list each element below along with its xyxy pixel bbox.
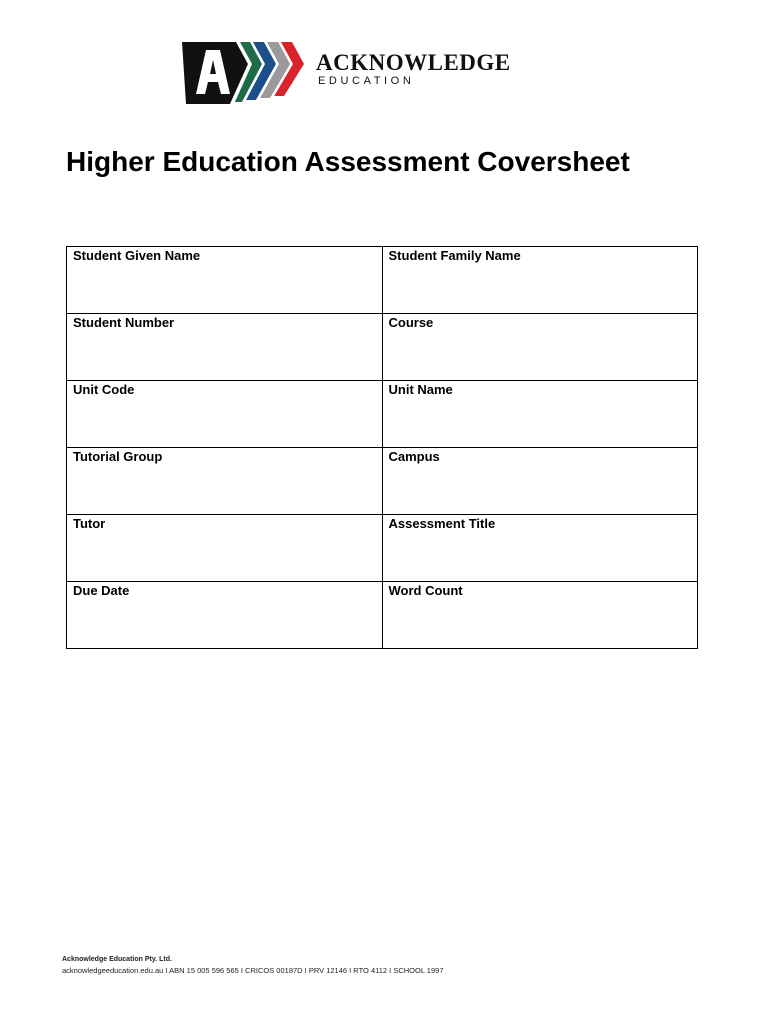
footer-details: acknowledgeeducation.edu.au I ABN 15 005 596 565 I CRICOS 00187D I PRV 12146 I RTO 4112 I SCHOOL 1997 [62,966,444,975]
word-count-field[interactable] [382,582,698,649]
tutor-field[interactable] [67,515,383,582]
coversheet-form-table [66,246,698,649]
course-field[interactable] [382,314,698,381]
acknowledge-logo [180,40,590,106]
field-label: Tutor [73,516,106,531]
field-label: Campus [388,449,440,464]
field-label: Tutorial Group [73,449,163,464]
field-label: Assessment Title [388,516,496,531]
unit-code-field[interactable] [67,381,383,448]
field-label: Unit Code [73,382,135,397]
assessment-title-field[interactable] [382,515,698,582]
campus-field[interactable] [382,448,698,515]
form-row [67,381,698,448]
field-label: Unit Name [388,382,453,397]
form-row [67,314,698,381]
form-row [67,247,698,314]
acknowledge-a-emblem-icon [180,40,310,106]
field-label: Word Count [388,583,463,598]
student-number-field[interactable] [67,314,383,381]
brand-name: ACKNOWLEDGE [316,50,511,75]
field-label: Course [388,315,434,330]
field-label: Student Family Name [388,248,521,263]
form-row [67,448,698,515]
student-given-name-field[interactable] [67,247,383,314]
page-title: Higher Education Assessment Coversheet [66,146,630,177]
field-label: Due Date [73,583,130,598]
student-family-name-field[interactable] [382,247,698,314]
due-date-field[interactable] [67,582,383,649]
unit-name-field[interactable] [382,381,698,448]
field-label: Student Number [73,315,175,330]
brand-subtitle: EDUCATION [318,75,415,87]
field-label: Student Given Name [73,248,201,263]
form-row [67,515,698,582]
tutorial-group-field[interactable] [67,448,383,515]
form-row [67,582,698,649]
page-footer [62,955,444,977]
footer-company: Acknowledge Education Pty. Ltd. [62,956,172,963]
